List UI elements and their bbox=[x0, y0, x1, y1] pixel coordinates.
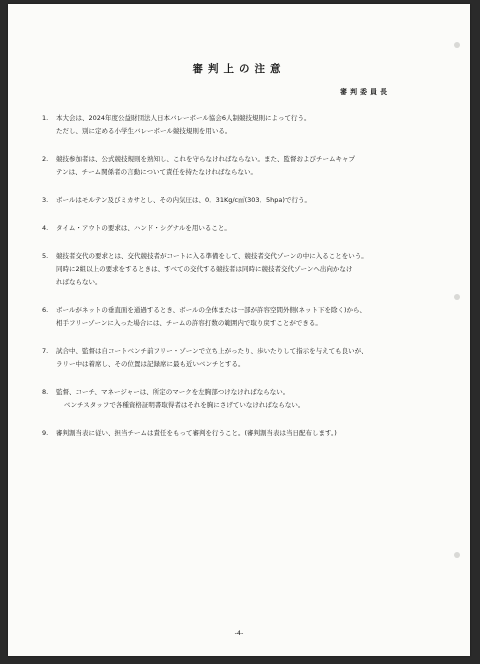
rule-number: 9. bbox=[42, 429, 49, 437]
rule-number: 7. bbox=[42, 347, 49, 355]
rule-item bbox=[42, 153, 452, 179]
rule-number: 1. bbox=[42, 114, 49, 122]
rule-number: 4. bbox=[42, 224, 49, 232]
rule-item bbox=[42, 112, 452, 138]
rule-text-line: ればならない。 bbox=[56, 278, 102, 286]
rule-number: 8. bbox=[42, 388, 49, 396]
punch-hole-mark bbox=[454, 42, 460, 48]
punch-hole-mark bbox=[454, 552, 460, 558]
rule-text-line: 競技者交代の要求とは、交代競技者がコートに入る準備をして、競技者交代ゾーンの中に入ることをいう。 bbox=[56, 252, 368, 260]
rule-item bbox=[42, 194, 452, 207]
rule-text-line: タイム・アウトの要求は、ハンド・シグナルを用いること。 bbox=[56, 224, 231, 232]
rule-item bbox=[42, 222, 452, 235]
rule-number: 5. bbox=[42, 252, 49, 260]
document-title: 審判上の注意 bbox=[192, 63, 286, 75]
rule-text-line: 試合中、監督は自コートベンチ前フリー・ゾーンで立ち上がったり、歩いたりして指示を与えても良いが、 bbox=[56, 347, 368, 355]
rule-text-line: 競技参加者は、公式競技規則を熟知し、これを守らなければならない。また、監督およびチームキャプ bbox=[56, 155, 355, 163]
document-author: 審判委員長 bbox=[340, 88, 390, 96]
rule-text-line: ただし、別に定める小学生バレーボール競技規則を用いる。 bbox=[56, 127, 232, 135]
rule-text-line: 相手フリーゾーンに入った場合には、チームの許容打数の範囲内で取り戻すことができる。 bbox=[56, 319, 322, 327]
rule-number: 6. bbox=[42, 306, 49, 314]
rule-item bbox=[42, 386, 452, 412]
rule-item bbox=[42, 427, 452, 440]
rules-list bbox=[42, 112, 452, 455]
punch-hole-mark bbox=[454, 294, 460, 300]
rule-item bbox=[42, 250, 452, 289]
rule-text-line: 本大会は、2024年度公益財団法人日本バレーボール協会6人制競技規則によって行う。 bbox=[56, 114, 311, 122]
rule-text-line: ベンチスタッフで各種資格証明書取得者はそれを胸にさげていなければならない。 bbox=[64, 401, 305, 409]
rule-number: 2. bbox=[42, 155, 49, 163]
rule-text-line: テンは、チーム関係者の言動について責任を持たなければならない。 bbox=[56, 168, 258, 176]
rule-item bbox=[42, 345, 452, 371]
document-page bbox=[8, 4, 470, 656]
rule-text-line: ボールがネットの垂直面を通過するとき、ボールの全体または一部が許容空間外側(ネット下を除く)から、 bbox=[56, 306, 367, 314]
page-number: -4- bbox=[234, 629, 244, 637]
rule-item bbox=[42, 304, 452, 330]
rule-text-line: ラリー中は着席し、その位置は記録席に最も近いベンチとする。 bbox=[56, 360, 245, 368]
rule-text-line: ボールはモルテン及びミカサとし、その内気圧は、0．31Kg/c㎡(303．5hpa)で行う。 bbox=[56, 196, 311, 204]
rule-text-line: 監督、コーチ、マネージャーは、所定のマークを左胸部つけなければならない。 bbox=[56, 388, 290, 396]
rule-number: 3. bbox=[42, 196, 49, 204]
rule-text-line: 審判割当表に従い、担当チームは責任をもって審判を行うこと。(審判割当表は当日配布します。) bbox=[56, 429, 337, 437]
rule-text-line: 同時に2組以上の要求をするときは、すべての交代する競技者は同時に競技者交代ゾーンへ出向かなけ bbox=[56, 265, 353, 273]
